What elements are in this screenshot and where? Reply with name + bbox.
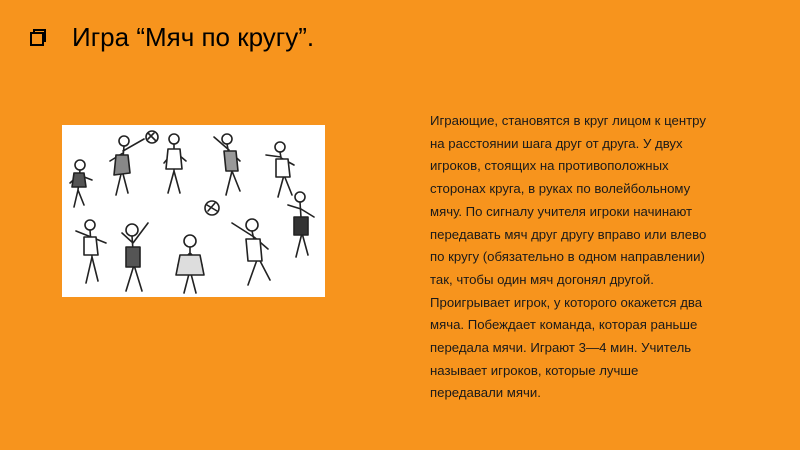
- description-line: называет игроков, которые лучше: [430, 362, 639, 378]
- slide-title-row: [28, 22, 314, 52]
- description-line: на расстоянии шага друг от друга. У двух: [430, 135, 683, 151]
- game-description: [430, 110, 760, 405]
- children-circle-illustration: [62, 125, 325, 297]
- description-line: передавали мячи.: [430, 385, 541, 401]
- description-line: игроков, стоящих на противоположных: [430, 158, 669, 174]
- description-line: передала мячи. Играют 3—4 мин. Учитель: [430, 340, 692, 356]
- description-line: так, чтобы один мяч догонял другой.: [430, 271, 654, 287]
- description-line: мяча. Побеждает команда, которая раньше: [430, 317, 698, 333]
- description-line: Проигрывает игрок, у которого окажется два: [430, 294, 703, 310]
- slide-title: Игра “Мяч по кругу”.: [72, 22, 315, 52]
- description-line: сторонах круга, в руках по волейбольному: [430, 181, 691, 197]
- description-line: Играющие, становятся в круг лицом к центру: [430, 113, 706, 128]
- description-line: мячу. По сигналу учителя игроки начинают: [430, 203, 693, 219]
- description-line: по кругу (обязательно в одном направлении): [430, 249, 705, 265]
- description-line: передавать мяч друг другу вправо или влево: [430, 226, 707, 242]
- checkbox-bullet-icon: [28, 28, 46, 46]
